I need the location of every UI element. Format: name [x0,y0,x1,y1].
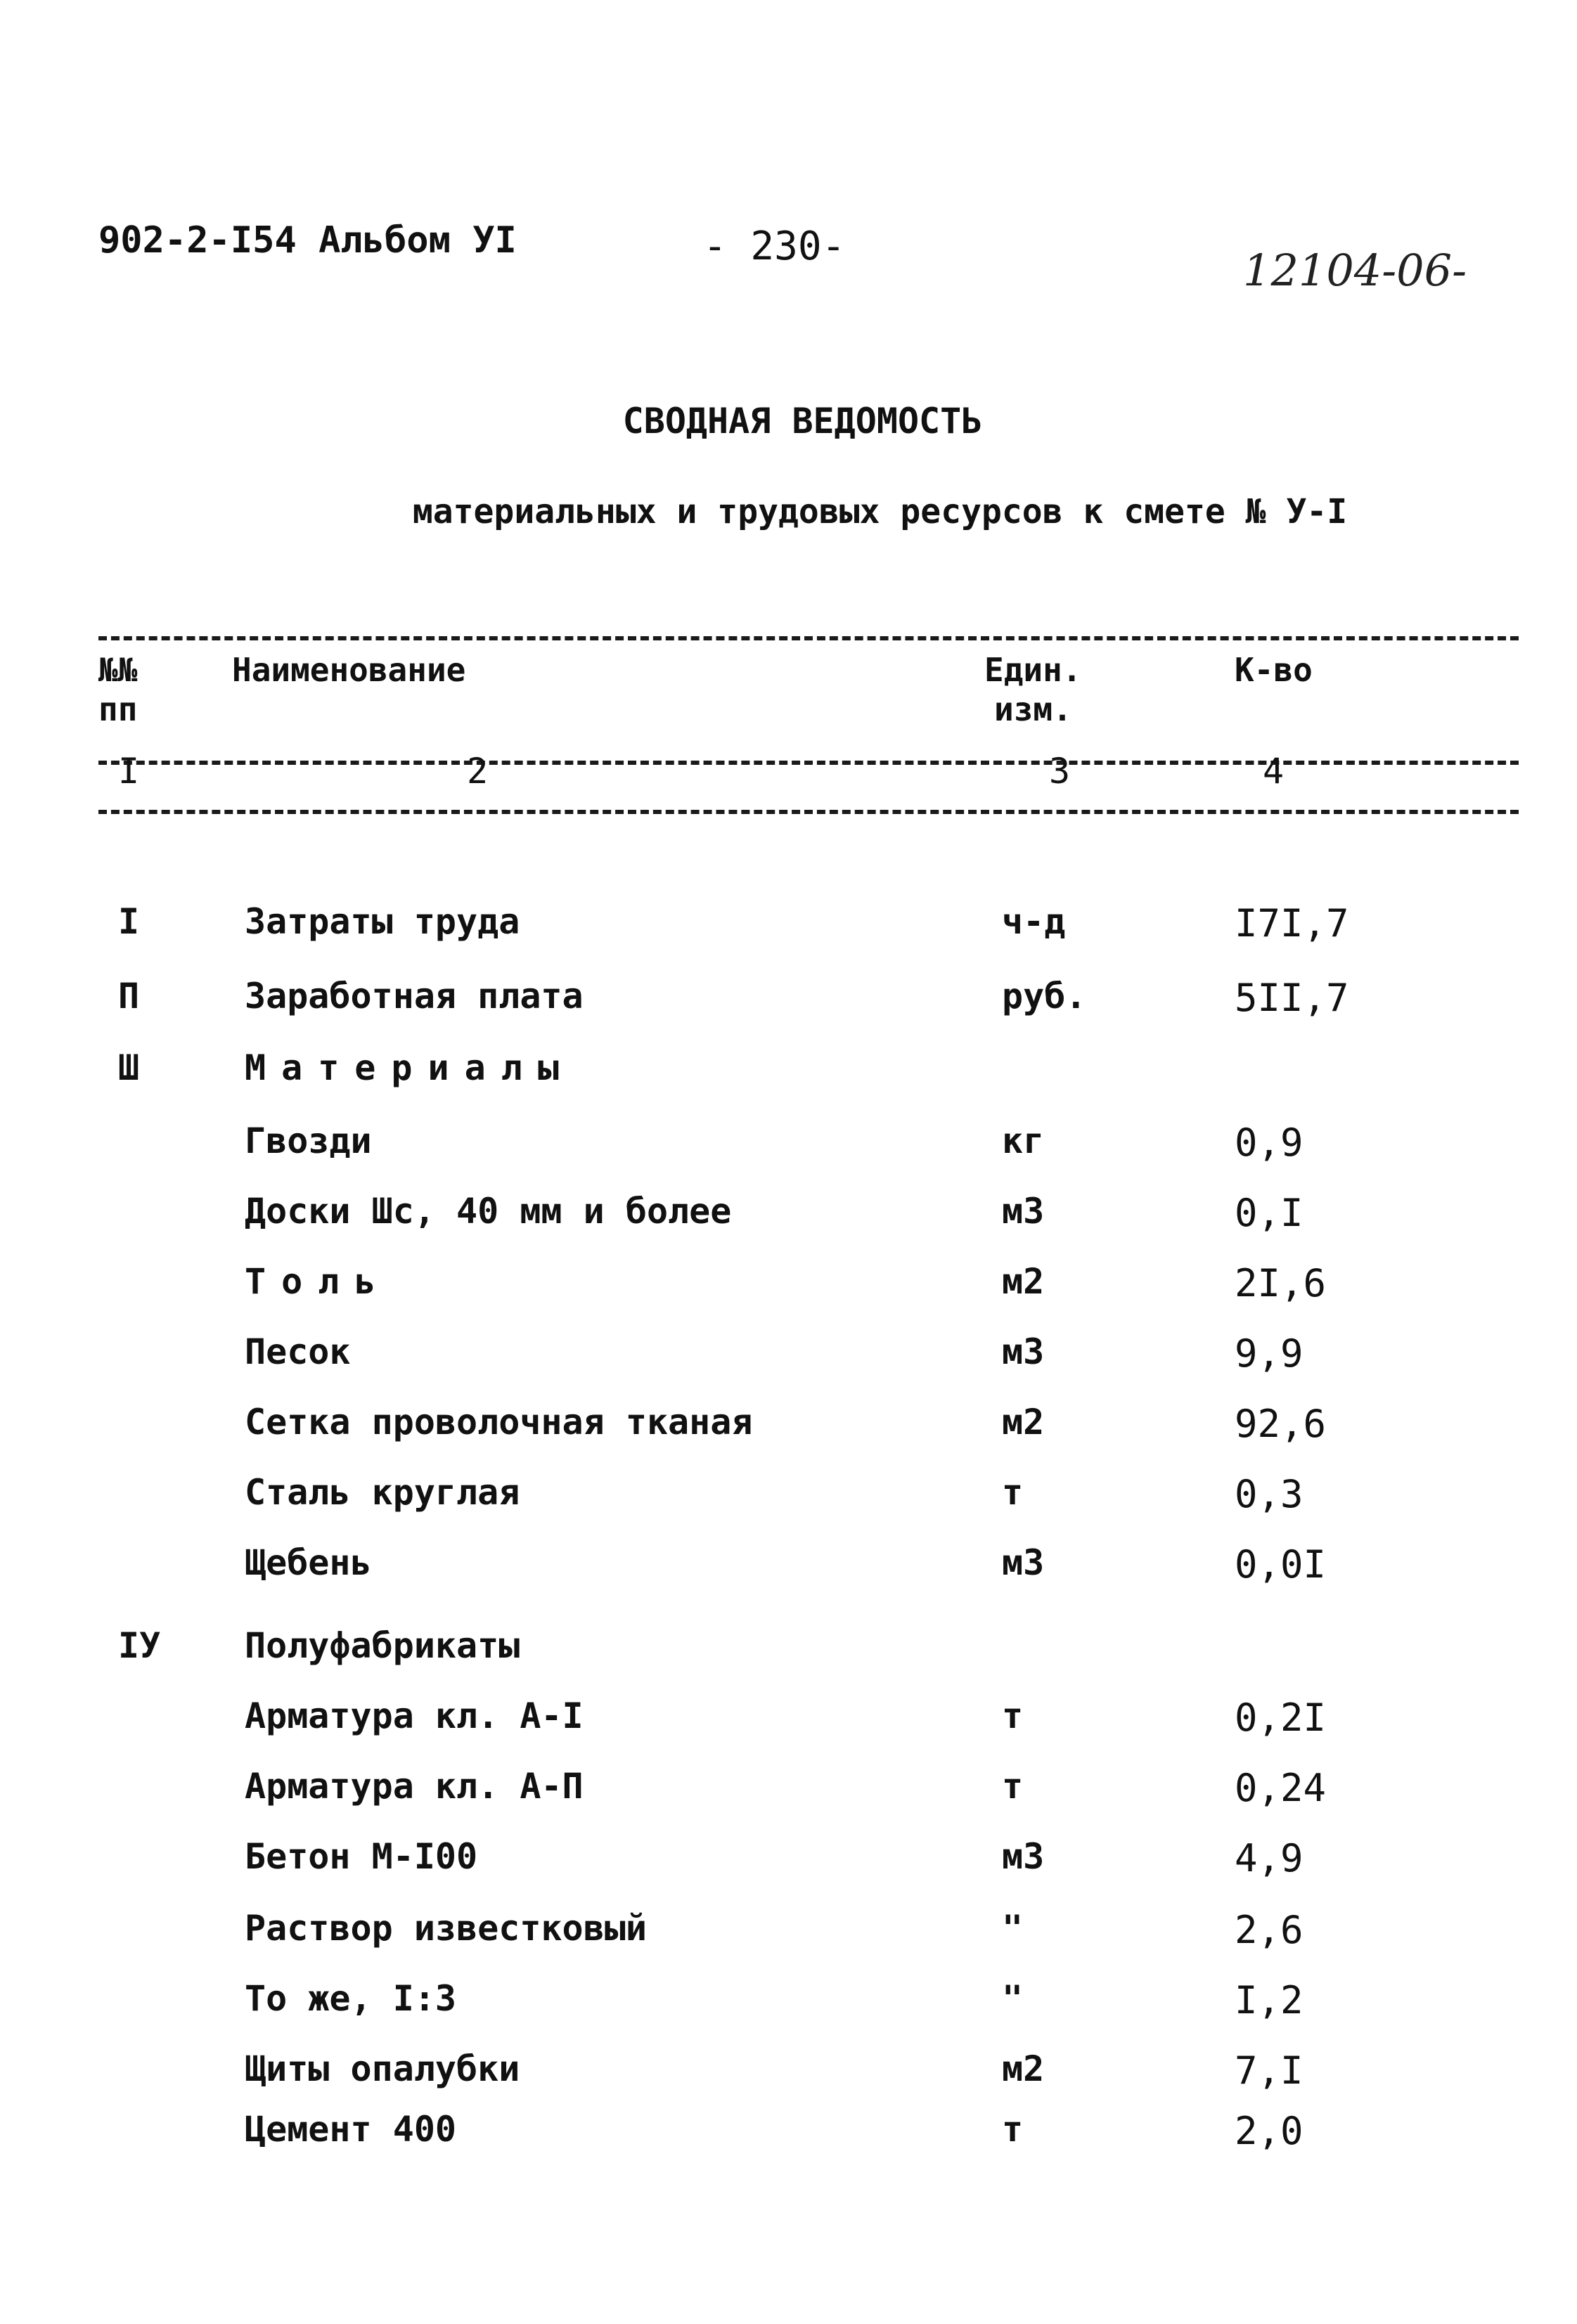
table-row [0,1696,1577,1766]
column-header-index-line2: пп [98,690,138,728]
row-quantity: 0,2I [1235,1696,1327,1740]
table-row [0,1047,1577,1118]
row-quantity: 0,I [1235,1191,1304,1235]
row-unit: т [1002,1472,1024,1513]
row-quantity: 2,6 [1235,1908,1304,1952]
row-name: Сталь круглая [245,1472,520,1513]
column-header-unit-line2: изм. [994,690,1072,728]
table-row [0,1978,1577,2048]
row-unit: руб. [1002,976,1087,1016]
column-number-rule [98,761,1519,765]
row-index: I [118,901,140,942]
row-index: П [118,976,140,1016]
row-unit: т [1002,1766,1024,1807]
column-header-unit-line1: Един. [984,651,1082,689]
row-index: IУ [118,1625,161,1666]
row-unit: ч-д [1002,901,1066,942]
row-quantity: 5II,7 [1235,976,1349,1020]
row-index: Ш [118,1047,140,1088]
column-header-name-line1: Наименование [232,651,466,689]
row-name: Сетка проволочная тканая [245,1402,753,1442]
row-name: Материалы [245,1047,574,1088]
row-unit: м3 [1002,1836,1045,1877]
table-row [0,2109,1577,2179]
table-row [0,1191,1577,1261]
row-unit: м3 [1002,1542,1045,1583]
table-row [0,976,1577,1046]
row-quantity: 92,6 [1235,1402,1327,1446]
row-quantity: 0,3 [1235,1472,1304,1516]
column-header-unit [984,650,1081,729]
row-unit: м3 [1002,1191,1045,1232]
column-number-1: I [118,751,140,792]
row-name: Щиты опалубки [245,2048,520,2089]
row-name: Заработная плата [245,976,584,1016]
row-name: Щебень [245,1542,372,1583]
table-row [0,901,1577,971]
table-row [0,1542,1577,1613]
row-name: Толь [245,1261,392,1302]
row-name: Затраты труда [245,901,520,942]
row-unit: т [1002,1696,1024,1736]
row-name: Песок [245,1331,351,1372]
row-quantity: I7I,7 [1235,901,1349,945]
table-row [0,1625,1577,1696]
row-name: То же, I:3 [245,1978,457,2019]
table-row [0,1766,1577,1836]
document-title: СВОДНАЯ ВЕДОМОСТЬ [622,401,983,441]
row-unit: " [1002,1908,1024,1949]
column-number-2: 2 [467,751,489,792]
column-header-index [98,650,137,729]
row-name: Полуфабрикаты [245,1625,520,1666]
row-quantity: 2,0 [1235,2109,1304,2153]
row-unit: м3 [1002,1331,1045,1372]
table-row [0,1908,1577,1978]
document-subtitle: материальных и трудовых ресурсов к смете № У-I [412,492,1348,531]
row-quantity: 7,I [1235,2048,1304,2093]
row-quantity: 0,9 [1235,1121,1304,1165]
row-unit: кг [1002,1121,1045,1161]
table-row [0,1836,1577,1906]
row-unit: м2 [1002,1402,1045,1442]
table-row [0,1472,1577,1542]
row-name: Гвозди [245,1121,372,1161]
row-name: Арматура кл. А-I [245,1696,584,1736]
row-quantity: 9,9 [1235,1331,1304,1376]
column-number-4: 4 [1263,751,1285,792]
table-row [0,1402,1577,1472]
row-unit: т [1002,2109,1024,2150]
row-unit: м2 [1002,1261,1045,1302]
row-quantity: 4,9 [1235,1836,1304,1880]
row-quantity: 0,0I [1235,1542,1327,1587]
table-header-bottom-rule [98,810,1519,814]
row-quantity: 2I,6 [1235,1261,1327,1305]
row-quantity: I,2 [1235,1978,1304,2022]
row-quantity: 0,24 [1235,1766,1327,1810]
column-header-quantity-line1: К-во [1235,651,1313,689]
page-number: - 230- [703,224,846,269]
column-header-name [232,650,465,690]
row-unit: м2 [1002,2048,1045,2089]
column-header-index-line1: №№ [98,651,138,689]
row-name: Доски Шс, 40 мм и более [245,1191,732,1232]
row-unit: " [1002,1978,1024,2019]
document-reference: 902-2-I54 Альбом УI [98,219,517,262]
table-row [0,1121,1577,1191]
table-row [0,2048,1577,2119]
row-name: Бетон М-I00 [245,1836,478,1877]
column-header-quantity [1235,650,1313,690]
row-name: Цемент 400 [245,2109,457,2150]
table-row [0,1261,1577,1331]
table-top-rule [98,636,1519,640]
handwritten-archive-number: 12104-06- [1243,245,1467,296]
row-name: Раствор известковый [245,1908,647,1949]
column-number-3: 3 [1049,751,1071,792]
row-name: Арматура кл. А-П [245,1766,584,1807]
table-row [0,1331,1577,1402]
